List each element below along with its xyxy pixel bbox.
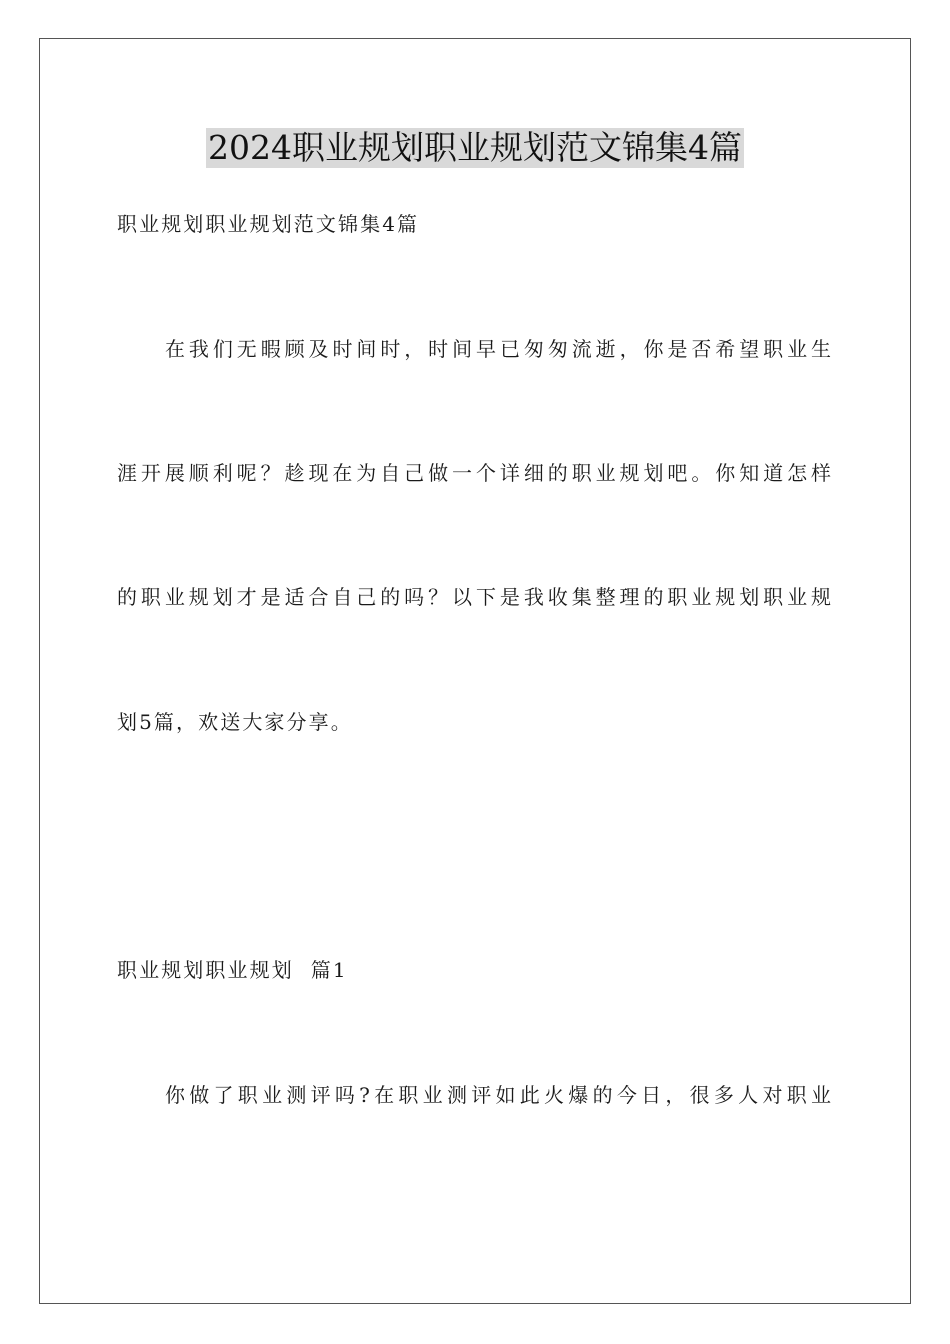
document-subtitle: 职业规划职业规划范文锦集4篇	[117, 212, 420, 236]
document-title: 2024职业规划职业规划范文锦集4篇	[208, 128, 742, 167]
section-heading: 职业规划职业规划 篇1	[117, 958, 348, 982]
title-container	[0, 128, 950, 168]
intro-line-2: 涯开展顺利呢？趁现在为自己做一个详细的职业规划吧。你知道怎样	[117, 461, 831, 485]
intro-line-4: 划5篇，欢送大家分享。	[117, 710, 353, 734]
section-line-1: 你做了职业测评吗?在职业测评如此火爆的今日，很多人对职业	[165, 1083, 831, 1107]
intro-line-3: 的职业规划才是适合自己的吗？以下是我收集整理的职业规划职业规	[117, 585, 831, 609]
intro-line-1: 在我们无暇顾及时间时，时间早已匆匆流逝，你是否希望职业生	[165, 337, 831, 361]
